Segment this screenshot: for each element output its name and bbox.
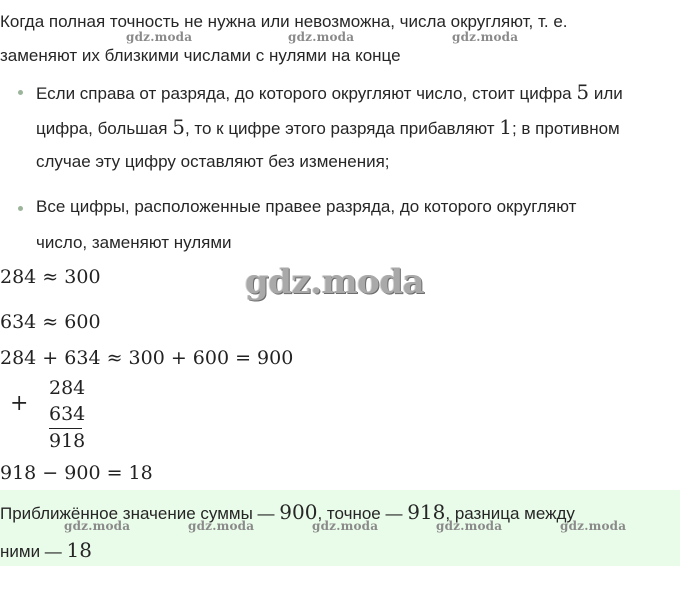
column-addend-1: 284 [49,377,86,399]
equation-round-634: 634 ≈ 600 [0,311,101,333]
equation-difference: 918 − 900 = 18 [0,462,153,484]
bullet-icon [18,90,23,95]
rule-1-line-2: цифра, большая 5, то к цифре этого разряда прибавляют 1; в противном [36,115,620,139]
column-plus-sign: + [10,391,29,416]
watermark-small: gdz.moda [288,30,355,44]
number-five: 5 [576,80,590,104]
rule-2-line-2: число, заменяют нулями [36,233,232,252]
answer-difference-value: 18 [66,538,92,562]
bullet-icon [18,206,23,211]
answer-line-2: ними — 18 [0,538,92,562]
column-addend-2: 634 [49,403,86,425]
intro-line-2: заменяют их близкими числами с нулями на конце [0,46,401,65]
column-sum-line [49,428,82,429]
watermark-small: gdz.moda [452,30,519,44]
equation-round-284: 284 ≈ 300 [0,266,101,288]
watermark-small: gdz.moda [560,519,627,533]
rule-1-line-1: Если справа от разряда, до которого округляют число, стоит цифра 5 или [36,80,623,104]
watermark-large: gdz.moda [245,262,425,302]
watermark-small: gdz.moda [64,519,131,533]
intro-line-1: Когда полная точность не нужна или невозможна, числа округляют, т. е. [0,12,568,31]
number-five: 5 [172,115,185,139]
answer-box [0,490,680,566]
number-one: 1 [499,115,512,139]
answer-line-1: Приближённое значение суммы — 900, точное — 918, разница между [0,500,575,524]
rule-1-line-3: случае эту цифру оставляют без изменения; [36,152,390,171]
rule-2-line-1: Все цифры, расположенные правее разряда, до которого округляют [36,197,577,216]
watermark-small: gdz.moda [126,30,193,44]
watermark-small: gdz.moda [188,519,255,533]
equation-estimate-sum: 284 + 634 ≈ 300 + 600 = 900 [0,347,294,369]
watermark-small: gdz.moda [312,519,379,533]
watermark-small: gdz.moda [436,519,503,533]
answer-exact-value: 918 [407,500,446,524]
answer-approx-value: 900 [279,500,318,524]
column-sum: 918 [49,430,86,452]
